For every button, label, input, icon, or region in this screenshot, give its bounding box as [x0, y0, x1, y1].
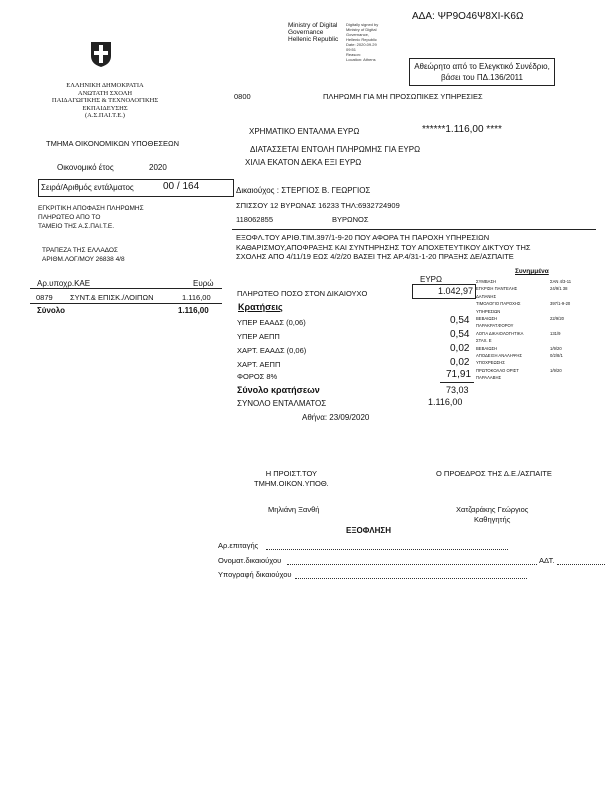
euro-label: ΕΥΡΩ — [420, 275, 442, 284]
bank-info: ΤΡΑΠΕΖΑ ΤΗΣ ΕΛΛΑΔΟΣ ΑΡΙΘΜ.ΛΟΓ/ΜΟΥ 26838 4/8 — [42, 247, 125, 263]
kae-header-line — [30, 288, 222, 289]
payable-label: ΠΛΗΡΩΤΕΟ ΠΟΣΟ ΣΤΟΝ ΔΙΚΑΙΟΥΧΟ — [237, 289, 368, 298]
serial-box — [38, 179, 234, 197]
kae-header-code: Αρ.υποχρ.ΚΑΕ — [37, 279, 91, 288]
receipt-name-label: Ονοματ.δικαιούχου — [218, 556, 282, 565]
exempt-box: Αθεώρητο από το Ελεγκτικό Συνέδριο, βάσει του ΠΔ.136/2011 — [409, 58, 555, 86]
kae-row-name: ΣΥΝΤ.& ΕΠΙΣΚ./ΛΟΙΠΩΝ — [70, 293, 154, 302]
receipt-id-line[interactable] — [557, 564, 605, 565]
ada-code: ΑΔΑ: ΨΡ9Ο46Ψ8ΧΙ-Κ6Ω — [412, 11, 524, 22]
kae-total-label: Σύνολο — [37, 306, 66, 315]
deduction-label: ΥΠΕΡ ΑΕΠΠ — [237, 332, 280, 341]
kae-header-euro: Ευρώ — [193, 279, 214, 288]
payable-box — [412, 284, 476, 299]
ministry-label: Ministry of Digital Governance Hellenic Republic — [288, 22, 339, 43]
deduction-label: ΦΟΡΟΣ 8% — [237, 372, 278, 381]
deductions-total-label: Σύνολο κρατήσεων — [237, 385, 320, 395]
deductions-title: Κρατήσεις — [238, 302, 283, 312]
receipt-signature-line[interactable] — [295, 578, 527, 579]
deduction-amount: 71,91 — [446, 369, 472, 380]
coat-of-arms-icon — [89, 40, 113, 68]
receipt-id-label: ΑΔΤ. — [539, 556, 555, 565]
deductions-sum-line — [440, 382, 474, 383]
description: ΕΞΟΦΛ.ΤΟΥ ΑΡΙΘ.ΤΙΜ.397/1-9-20 ΠΟΥ ΑΦΟΡΑ ΤΗ ΠΑΡΟΧΗ ΥΠΗΡΕΣΙΩΝ ΚΑΘΑΡΙΣΜΟΥ,ΑΠΟΦΡΑΞΗΣ ΚΑΙ ΣΥΝΤΗΡΗΣΗΣ ΤΟΥ ΑΠΟΧΕΤΕΥΤΙΚΟΥ ΔΙΚΤΥΟΥ ΤΗΣ ΣΧΟΛΗΣ ΑΠΟ 4/11/19 ΕΩΣ 4/2/20 ΒΑΣΕΙ ΤΗΣ ΑΡ.4/31-1-20 ΠΡΑΞΗΣ ΔΕ/ΑΣΠΑΙΤΕ — [236, 233, 531, 261]
beneficiary-address: ΣΠΙΣΣΟΥ 12 ΒΥΡΩΝΑΣ 16233 ΤΗΛ:6932724909 — [236, 201, 400, 210]
amount-in-words: ΧΙΛΙΑ ΕΚΑΤΟΝ ΔΕΚΑ ΕΞΙ ΕΥΡΩ — [245, 158, 362, 167]
signature-left-name: Μηλιάνη Ξανθή — [268, 505, 320, 514]
payment-title: ΠΛΗΡΩΜΗ ΓΙΑ ΜΗ ΠΡΟΣΩΠΙΚΕΣ ΥΠΗΡΕΣΙΕΣ — [323, 92, 483, 101]
digital-signature-text: Digitally signed by Ministry of Digital Governance, Hellenic Republic Date: 2020.09.29 09:51 Reason: Location: Athens — [346, 22, 379, 62]
signature-right-name: Χατζαράκης Γεώργιος Καθηγητής — [456, 505, 529, 524]
deduction-label: ΥΠΕΡ ΕΑΑΔΣ (0,06) — [237, 318, 306, 327]
deductions-total-amount: 73,03 — [446, 385, 469, 395]
attachments-title: Συνημμένα — [515, 268, 549, 275]
beneficiary: Δικαιούχος : ΣΤΕΡΓΙΟΣ Β. ΓΕΩΡΓΙΟΣ — [236, 186, 371, 195]
signature-left-title: Η ΠΡΟΙΣΤ.ΤΟΥ ΤΜΗΜ.ΟΙΚΟΝ.ΥΠΟΘ. — [254, 469, 329, 488]
order-total-label: ΣΥΝΟΛΟ ΕΝΤΑΛΜΑΤΟΣ — [237, 399, 327, 408]
beneficiary-afm: 118062855 — [236, 215, 273, 224]
order-amount: ******1.116,00 **** — [422, 124, 502, 135]
serial-value: 00 / 164 — [163, 181, 200, 192]
kae-total-amount: 1.116,00 — [178, 306, 209, 315]
payment-instruction: ΔΙΑΤΑΣΣΕΤΑΙ ΕΝΤΟΛΗ ΠΛΗΡΩΜΗΣ ΓΙΑ ΕΥΡΩ — [250, 145, 421, 154]
fiscal-year-value: 2020 — [149, 163, 167, 172]
receipt-name-line[interactable] — [287, 564, 537, 565]
signature-right-title: Ο ΠΡΟΕΔΡΟΣ ΤΗΣ Δ.Ε./ΑΣΠΑΙΤΕ — [436, 469, 552, 478]
beneficiary-doy: ΒΥΡΩΝΟΣ — [332, 215, 369, 224]
fiscal-year-label: Οικονομικό έτος — [57, 163, 114, 172]
deduction-amount: 0,54 — [450, 315, 470, 326]
receipt-title: ΕΞΟΦΛΗΣΗ — [346, 526, 391, 535]
deduction-label: ΧΑΡΤ. ΕΑΑΔΣ (0,06) — [237, 346, 307, 355]
receipt-signature-label: Υπογραφή δικαιούχου — [218, 570, 292, 579]
date: Αθήνα: 23/09/2020 — [302, 413, 370, 422]
deduction-label: ΧΑΡΤ. ΑΕΠΠ — [237, 360, 281, 369]
payable-amount: 1.042,97 — [437, 286, 473, 296]
kae-row-amount: 1.116,00 — [182, 293, 211, 302]
deduction-amount: 0,54 — [450, 329, 470, 340]
order-total-amount: 1.116,00 — [428, 397, 463, 407]
order-label: ΧΡΗΜΑΤΙΚΟ ΕΝΤΑΛΜΑ ΕΥΡΩ — [249, 127, 360, 136]
code-0800: 0800 — [234, 92, 251, 101]
receipt-cheque-label: Αρ.επιταγής — [218, 541, 259, 550]
organization-header: ΕΛΛΗΝΙΚΗ ΔΗΜΟΚΡΑΤΙΑ ΑΝΩΤΑΤΗ ΣΧΟΛΗ ΠΑΙΔΑΓΩΓΙΚΗΣ & ΤΕΧΝΟΛΟΓΙΚΗΣ ΕΚΠΑΙΔΕΥΣΗΣ (Α.Σ.ΠΑΙ.Τ.Ε.) — [51, 82, 159, 119]
attachments-list: ΣΥΜΒΑΣΗ ΣΑΝ 4/3-11 ΕΓΚΡΙΣΗ ΠΑΝΤΕΛΗΣ 24/9/1 38 ΔΑΠΑΝΗΣ ΤΙΜΟΛΟΓΙΟ ΠΑΡΟΧΗΣ 397/1-9-20 ΥΠΗΡΕΣΙΩΝ ΒΕΒΑΙΩΣΗ 22/9/20 ΠΑΡΑΚΡΑΤ.ΦΟΡΟΥ ΛΟΓΙΑ ΔΙΚΑΙΟΛΟΓΗΤΙΚΑ 131/9 ΣΤΑΧ. Ε ΒΕΒΑΙΩΣΗ 1/9/20 ΑΠΟΔΕΙΞΗ ΑΝΑΛΗΨΗΣ 0/2/8/1 ΥΠΟΧΡΕΩΣΗΣ ΠΡΩΤΟΚΟΛΛΟ ΟΡΙΣΤ 1/9/20 ΠΑΡΑΛΑΒΗΣ — [476, 279, 572, 381]
serial-label: Σειρά/Αριθμός εντάλματος — [41, 183, 134, 192]
kae-row-code: 0879 — [36, 293, 53, 302]
receipt-cheque-line[interactable] — [266, 549, 508, 550]
kae-total-line — [30, 303, 222, 304]
department: ΤΜΗΜΑ ΟΙΚΟΝΟΜΙΚΩΝ ΥΠΟΘΕΣΕΩΝ — [46, 139, 179, 148]
approval-text: ΕΓΚΡΙΤΙΚΗ ΑΠΟΦΑΣΗ ΠΛΗΡΩΜΗΣ ΠΛΗΡΩΤΕΟ ΑΠΟ ΤΟ ΤΑΜΕΙΟ ΤΗΣ Α.Σ.ΠΑΙ.Τ.Ε. — [38, 205, 144, 230]
deduction-amount: 0,02 — [450, 357, 470, 368]
deduction-amount: 0,02 — [450, 343, 470, 354]
